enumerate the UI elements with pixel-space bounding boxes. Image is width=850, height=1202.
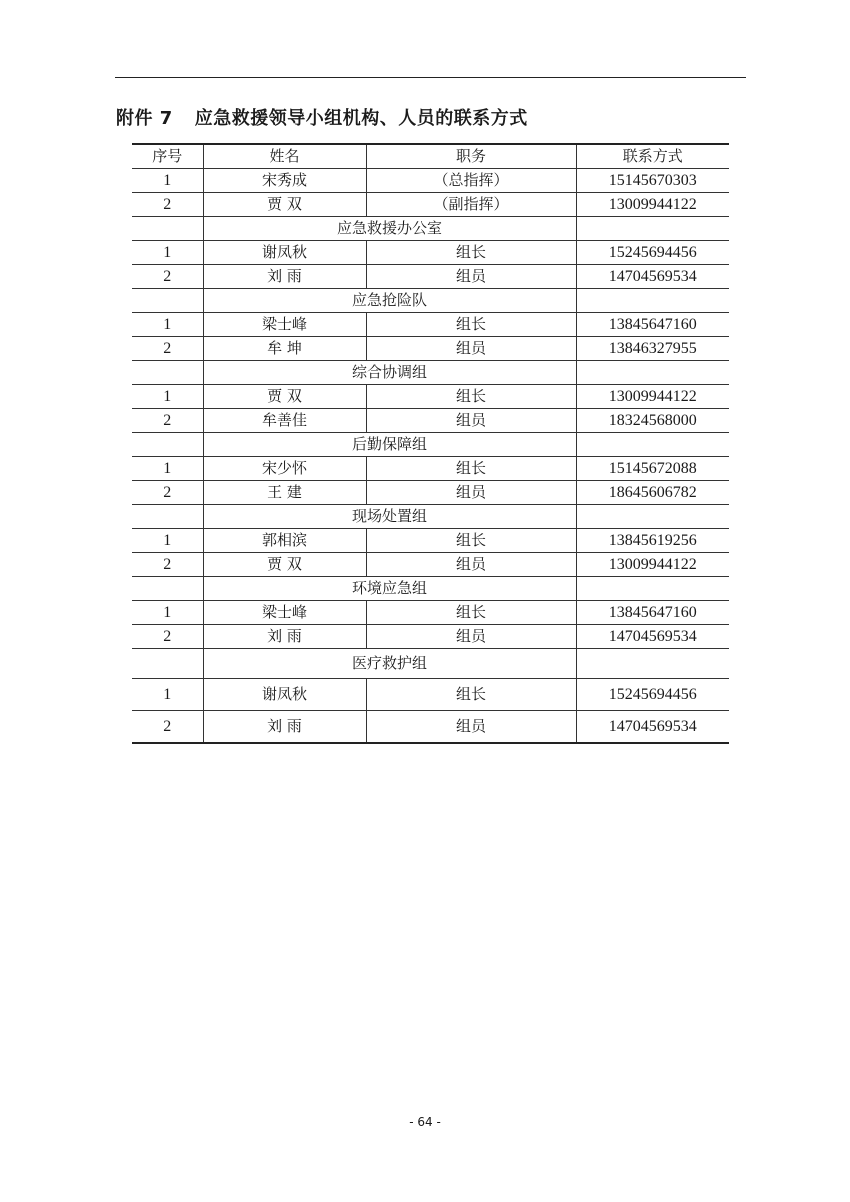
cell-no: 2	[132, 481, 203, 505]
group-header-row	[132, 217, 729, 241]
table-row	[132, 601, 729, 625]
table-row	[132, 457, 729, 481]
cell-name: 郭相滨	[203, 529, 366, 553]
cell-no: 2	[132, 409, 203, 433]
group-name-cell: 现场处置组	[203, 505, 576, 529]
document-title	[116, 104, 528, 130]
cell-phone: 13846327955	[576, 337, 729, 361]
table-body	[132, 169, 729, 744]
cell-role: 组员	[366, 625, 576, 649]
title-text: 应急救援领导小组机构、人员的联系方式	[194, 108, 528, 129]
table-header-row	[132, 144, 729, 169]
group-cell-blank	[132, 433, 203, 457]
table-row	[132, 481, 729, 505]
cell-no: 1	[132, 529, 203, 553]
table-row	[132, 679, 729, 711]
page-number: - 64 -	[409, 1115, 441, 1129]
group-cell-blank	[132, 577, 203, 601]
cell-phone: 13845647160	[576, 601, 729, 625]
group-name-cell: 医疗救护组	[203, 649, 576, 679]
cell-role: 组员	[366, 409, 576, 433]
table-row	[132, 337, 729, 361]
cell-phone: 13845647160	[576, 313, 729, 337]
cell-role: 组长	[366, 241, 576, 265]
header-role: 职务	[366, 144, 576, 169]
cell-role: 组员	[366, 711, 576, 744]
group-cell-blank	[132, 505, 203, 529]
group-cell-blank	[576, 577, 729, 601]
cell-role: 组员	[366, 265, 576, 289]
group-cell-blank	[132, 289, 203, 313]
table-row	[132, 265, 729, 289]
contact-table	[132, 143, 729, 744]
group-cell-blank	[132, 217, 203, 241]
cell-no: 2	[132, 337, 203, 361]
cell-phone: 13009944122	[576, 553, 729, 577]
group-header-row	[132, 289, 729, 313]
cell-name: 牟善佳	[203, 409, 366, 433]
table-row	[132, 385, 729, 409]
group-cell-blank	[576, 217, 729, 241]
cell-phone: 14704569534	[576, 625, 729, 649]
group-header-row	[132, 433, 729, 457]
cell-role: 组长	[366, 313, 576, 337]
group-cell-blank	[132, 361, 203, 385]
cell-no: 1	[132, 313, 203, 337]
cell-role: 组长	[366, 601, 576, 625]
group-cell-blank	[576, 433, 729, 457]
group-cell-blank	[576, 361, 729, 385]
cell-name: 贾 双	[203, 553, 366, 577]
table-row	[132, 553, 729, 577]
cell-phone: 15245694456	[576, 241, 729, 265]
cell-phone: 13009944122	[576, 385, 729, 409]
cell-name: 谢凤秋	[203, 241, 366, 265]
table-row	[132, 241, 729, 265]
cell-role: 组长	[366, 679, 576, 711]
cell-no: 1	[132, 385, 203, 409]
cell-phone: 15145670303	[576, 169, 729, 193]
group-header-row	[132, 577, 729, 601]
group-header-row	[132, 505, 729, 529]
group-name-cell: 后勤保障组	[203, 433, 576, 457]
table-row	[132, 193, 729, 217]
table-row	[132, 625, 729, 649]
cell-name: 宋少怀	[203, 457, 366, 481]
header-contact: 联系方式	[576, 144, 729, 169]
table-row	[132, 529, 729, 553]
cell-name: 谢凤秋	[203, 679, 366, 711]
cell-role: （副指挥）	[366, 193, 576, 217]
cell-name: 刘 雨	[203, 711, 366, 744]
cell-role: 组长	[366, 385, 576, 409]
cell-phone: 14704569534	[576, 265, 729, 289]
group-cell-blank	[576, 649, 729, 679]
header-rule	[115, 77, 746, 78]
header-name: 姓名	[203, 144, 366, 169]
cell-phone: 13009944122	[576, 193, 729, 217]
cell-no: 1	[132, 169, 203, 193]
cell-role: （总指挥）	[366, 169, 576, 193]
cell-role: 组员	[366, 553, 576, 577]
cell-phone: 18645606782	[576, 481, 729, 505]
group-header-row	[132, 361, 729, 385]
cell-name: 梁士峰	[203, 313, 366, 337]
cell-phone: 13845619256	[576, 529, 729, 553]
cell-no: 2	[132, 265, 203, 289]
cell-role: 组员	[366, 481, 576, 505]
group-name-cell: 应急抢险队	[203, 289, 576, 313]
attachment-label: 附件 7	[116, 108, 173, 129]
cell-no: 1	[132, 679, 203, 711]
cell-phone: 15245694456	[576, 679, 729, 711]
group-header-row	[132, 649, 729, 679]
cell-no: 1	[132, 241, 203, 265]
table-row	[132, 169, 729, 193]
cell-role: 组长	[366, 457, 576, 481]
cell-no: 2	[132, 711, 203, 744]
cell-phone: 18324568000	[576, 409, 729, 433]
cell-no: 2	[132, 193, 203, 217]
group-cell-blank	[576, 505, 729, 529]
cell-no: 2	[132, 553, 203, 577]
cell-name: 牟 坤	[203, 337, 366, 361]
group-cell-blank	[132, 649, 203, 679]
cell-name: 贾 双	[203, 193, 366, 217]
table-row	[132, 711, 729, 744]
cell-name: 刘 雨	[203, 265, 366, 289]
table-row	[132, 313, 729, 337]
cell-no: 1	[132, 601, 203, 625]
table-row	[132, 409, 729, 433]
cell-name: 宋秀成	[203, 169, 366, 193]
cell-no: 1	[132, 457, 203, 481]
cell-name: 梁士峰	[203, 601, 366, 625]
group-name-cell: 应急救援办公室	[203, 217, 576, 241]
cell-role: 组员	[366, 337, 576, 361]
cell-role: 组长	[366, 529, 576, 553]
group-name-cell: 综合协调组	[203, 361, 576, 385]
cell-phone: 14704569534	[576, 711, 729, 744]
header-no: 序号	[132, 144, 203, 169]
group-name-cell: 环境应急组	[203, 577, 576, 601]
cell-name: 刘 雨	[203, 625, 366, 649]
cell-phone: 15145672088	[576, 457, 729, 481]
cell-name: 贾 双	[203, 385, 366, 409]
group-cell-blank	[576, 289, 729, 313]
cell-name: 王 建	[203, 481, 366, 505]
cell-no: 2	[132, 625, 203, 649]
